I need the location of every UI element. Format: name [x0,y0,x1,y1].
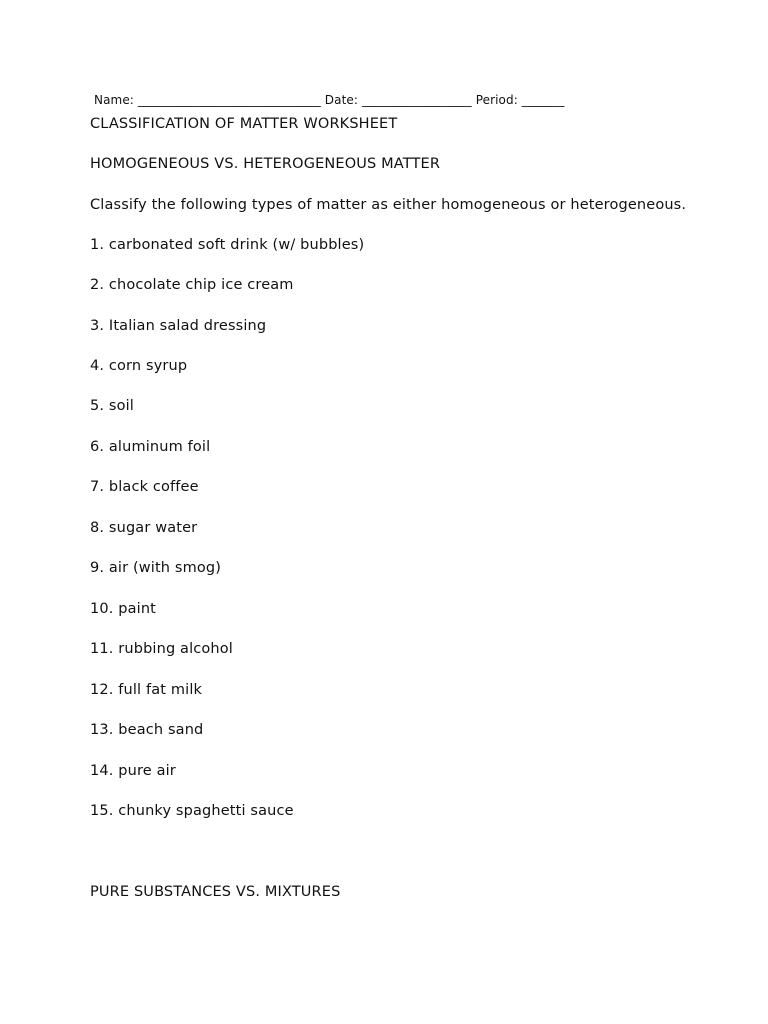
instructions: Classify the following types of matter as either homogeneous or heterogeneous. [90,197,687,213]
list-item: 15. chunky spaghetti sauce [90,803,294,819]
list-item: 9. air (with smog) [90,560,222,576]
section-heading-pure-substances: PURE SUBSTANCES VS. MIXTURES [90,884,341,900]
list-item: 14. pure air [90,763,176,779]
name-label: Name: [94,93,134,107]
list-item: 13. beach sand [90,722,204,738]
date-blank: __________________ [361,93,472,107]
list-item: 11. rubbing alcohol [90,641,233,657]
list-item: 8. sugar water [90,520,198,536]
date-label: Date: [324,93,359,107]
worksheet-title: CLASSIFICATION OF MATTER WORKSHEET [90,116,398,132]
period-label: Period: [475,93,518,107]
section-heading-homogeneous: HOMOGENEOUS VS. HETEROGENEOUS MATTER [90,156,441,172]
name-blank: ______________________________ [137,93,321,107]
list-item: 4. corn syrup [90,358,188,374]
student-info-header [94,93,564,107]
list-item: 1. carbonated soft drink (w/ bubbles) [90,237,365,253]
list-item: 7. black coffee [90,479,199,495]
list-item: 12. full fat milk [90,682,203,698]
period-blank: _______ [521,93,565,107]
list-item: 10. paint [90,601,157,617]
list-item: 6. aluminum foil [90,439,211,455]
list-item: 3. Italian salad dressing [90,318,267,334]
list-item: 5. soil [90,398,134,414]
list-item: 2. chocolate chip ice cream [90,277,294,293]
